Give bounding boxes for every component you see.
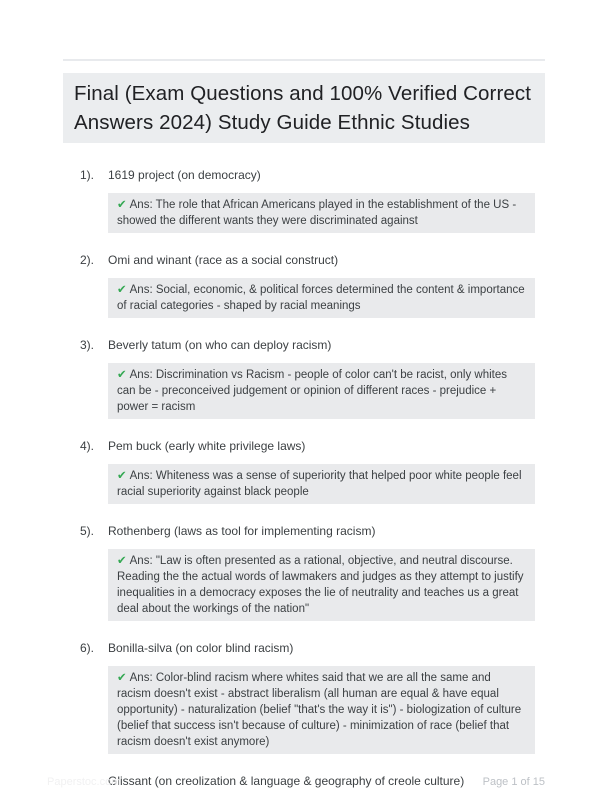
question-number: 2). [80, 253, 95, 267]
check-icon: ✔ [117, 555, 127, 567]
question-body [108, 524, 535, 621]
check-icon: ✔ [117, 369, 127, 381]
watermark-text: Paperstoc.com [47, 776, 121, 788]
question-body [108, 641, 535, 754]
question-item [63, 338, 545, 419]
answer-text: Ans: Social, economic, & political forces determined the content & importance of racial categories - shaped by racial meanings [117, 284, 525, 312]
question-item [63, 439, 545, 504]
answer-text: Ans: Color-blind racism where whites said that we are all the same and racism doesn't exist - abstract liberalism (all human are equal & have equal opportunity) - naturalization (belief "that's the way it is") - biologization of culture (belief that success isn't because of culture) - minimization of race (belief that racism doesn't exist anymore) [117, 672, 522, 748]
check-icon: ✔ [117, 470, 127, 482]
question-number: 4). [80, 439, 95, 453]
answer-text: Ans: Discrimination vs Racism - people of color can't be racist, only whites can be - preconceived judgement or opinion of different races - prejudice + power = racism [117, 369, 508, 413]
question-text: Pem buck (early white privilege laws) [108, 439, 306, 453]
answer-box [108, 464, 535, 504]
answer-box [108, 363, 535, 419]
question-number: 3). [80, 338, 95, 352]
trailing-question-text: Glissant (on creolization & language & geography of creole culture) [108, 774, 465, 788]
question-item [63, 641, 545, 754]
question-number: 5). [80, 524, 95, 538]
top-divider [63, 59, 545, 61]
page-content [63, 0, 545, 789]
question-body [108, 253, 535, 318]
question-item [63, 524, 545, 621]
question-body [108, 168, 535, 233]
page-title: Final (Exam Questions and 100% Verified Correct Answers 2024) Study Guide Ethnic Studies [63, 73, 545, 143]
question-number: 6). [80, 641, 95, 655]
question-text: Rothenberg (laws as tool for implementing racism) [108, 524, 376, 538]
answer-box [108, 549, 535, 621]
answer-box [108, 666, 535, 754]
question-number: 1). [80, 168, 95, 182]
check-icon: ✔ [117, 672, 127, 684]
answer-text: Ans: The role that African Americans played in the establishment of the US - showed the different wants they were discriminated against [117, 199, 517, 227]
question-body [108, 338, 535, 419]
question-text: Bonilla-silva (on color blind racism) [108, 641, 294, 655]
answer-box [108, 193, 535, 233]
question-item [63, 253, 545, 318]
question-item [63, 168, 545, 233]
check-icon: ✔ [117, 199, 127, 211]
question-text: 1619 project (on democracy) [108, 168, 261, 182]
question-text: Omi and winant (race as a social construct) [108, 253, 339, 267]
question-text: Beverly tatum (on who can deploy racism) [108, 338, 332, 352]
page-number-label: Page 1 of 15 [482, 776, 545, 788]
answer-text: Ans: "Law is often presented as a rational, objective, and neutral discourse. Reading the the actual words of lawmakers and judges as they attempt to justify inequalities in a democracy exposes the lie of neutrality and teaches us a great deal about the workings of the nation" [117, 555, 524, 615]
check-icon: ✔ [117, 284, 127, 296]
question-body [108, 439, 535, 504]
answer-box [108, 278, 535, 318]
page-footer [47, 776, 545, 788]
answer-text: Ans: Whiteness was a sense of superiority that helped poor white people feel racial superiority against black people [117, 470, 522, 498]
